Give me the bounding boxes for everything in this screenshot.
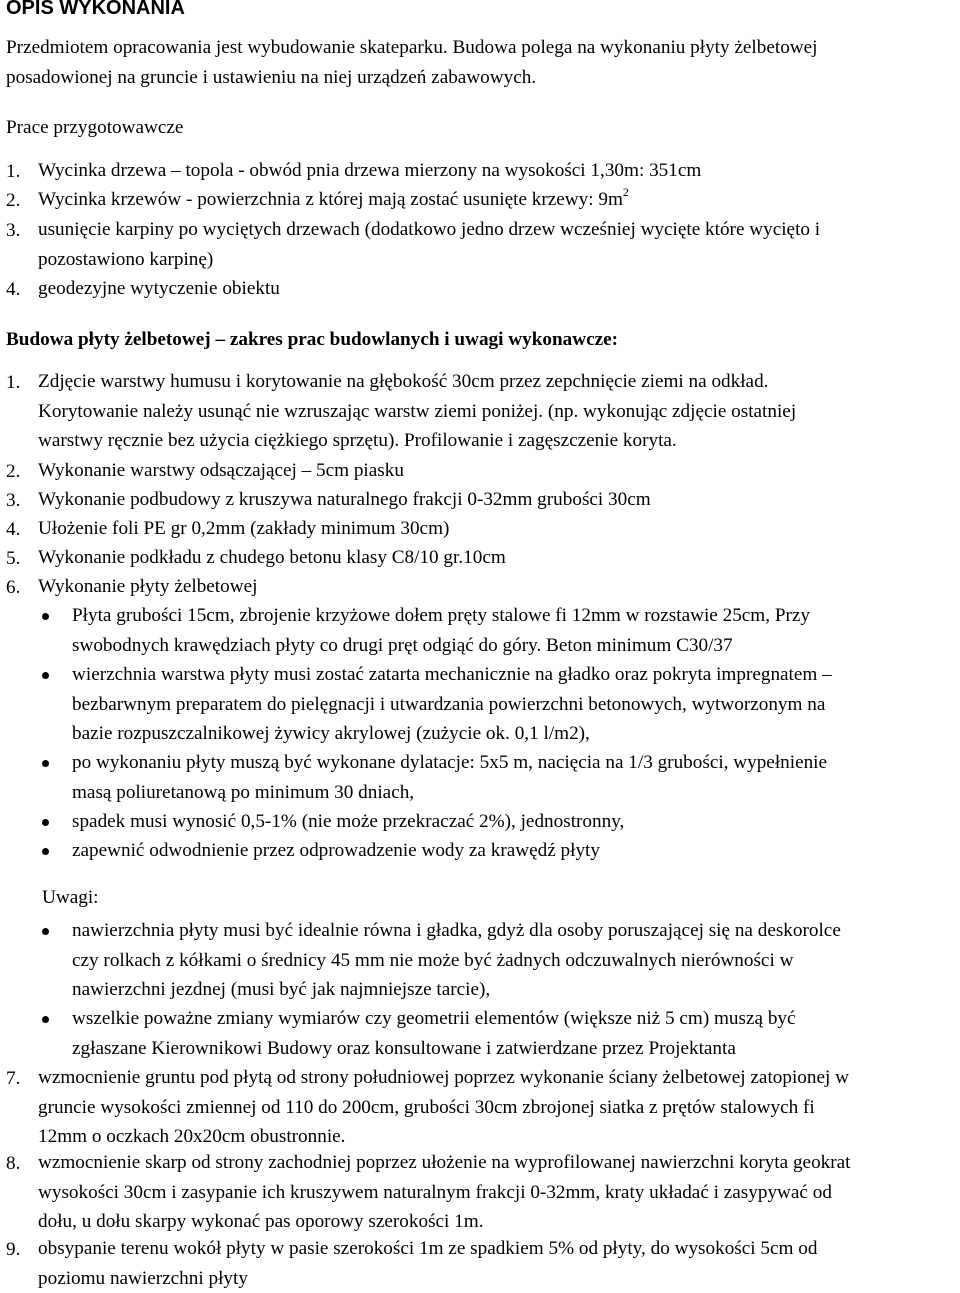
bullet-item xyxy=(72,601,956,660)
list-item: Wykonanie płyty żelbetowej xyxy=(38,572,956,602)
list-item-line: warstwy ręcznie bez użycia ciężkiego sprzętu). Profilowanie i zagęszczenie koryta. xyxy=(38,426,956,456)
list-item: Ułożenie foli PE gr 0,2mm (zakłady minimum 30cm) xyxy=(38,514,956,544)
bullet-line: czy rolkach z kółkami o średnicy 45 mm nie może być żadnych odczuwalnych nierówności w xyxy=(72,946,956,976)
list-number: 3. xyxy=(6,490,36,512)
superscript: 2 xyxy=(623,185,629,199)
bullet-line: bezbarwnym preparatem do pielęgnacji i utwardzania powierzchni betonowych, wytworzonym na xyxy=(72,690,956,720)
list-number: 5. xyxy=(6,548,36,570)
bullet-dot-icon xyxy=(42,819,49,826)
list-item xyxy=(38,185,956,215)
bullet-line: masą poliuretanową po minimum 30 dniach, xyxy=(72,778,956,808)
intro-paragraph xyxy=(6,33,818,92)
list-number: 7. xyxy=(6,1068,36,1090)
bullet-dot-icon xyxy=(42,928,49,935)
list-number: 8. xyxy=(6,1153,36,1175)
list-number: 1. xyxy=(6,161,36,183)
list-number: 4. xyxy=(6,519,36,541)
bullet-line: bazie rozpuszczalnikowej żywicy akrylowej (zużycie ok. 0,1 l/m2), xyxy=(72,719,956,749)
list-item-line: gruncie wysokości zmiennej od 110 do 200cm, grubości 30cm zbrojonej siatka z prętów stalowych fi xyxy=(38,1093,956,1123)
list-item: Wykonanie warstwy odsączającej – 5cm piasku xyxy=(38,456,956,486)
construction-heading: Budowa płyty żelbetowej – zakres prac budowlanych i uwagi wykonawcze: xyxy=(6,329,618,351)
list-item xyxy=(38,1148,956,1237)
list-item-line: obsypanie terenu wokół płyty w pasie szerokości 1m ze spadkiem 5% od płyty, do wysokości 5cm od xyxy=(38,1234,956,1264)
list-item-line: Korytowanie należy usunąć nie wzruszając warstw ziemi poniżej. (np. wykonując zdjęcie ostatniej xyxy=(38,397,956,427)
list-item-line: dołu, u dołu skarpy wykonać pas oporowy szerokości 1m. xyxy=(38,1207,956,1237)
bullet-item: zapewnić odwodnienie przez odprowadzenie wody za krawędź płyty xyxy=(72,836,956,866)
list-item xyxy=(38,367,956,456)
list-item-line: usunięcie karpiny po wyciętych drzewach (dodatkowo jedno drzew wcześniej wycięte które wycięto i xyxy=(38,215,956,245)
list-item xyxy=(38,215,956,274)
bullet-line: nawierzchni jezdnej (musi być jak najmniejsze tarcie), xyxy=(72,975,956,1005)
list-number: 1. xyxy=(6,372,36,394)
list-item-line: poziomu nawierzchni płyty xyxy=(38,1264,956,1293)
list-item-line: wzmocnienie gruntu pod płytą od strony południowej poprzez wykonanie ściany żelbetowej zatopionej w xyxy=(38,1063,956,1093)
list-item-line: pozostawiono karpinę) xyxy=(38,245,956,275)
list-item-text: Wycinka krzewów - powierzchnia z której mają zostać usunięte krzewy: 9m xyxy=(38,189,623,210)
list-item-line: Zdjęcie warstwy humusu i korytowanie na głębokość 30cm przez zepchnięcie ziemi na odkład. xyxy=(38,367,956,397)
list-number: 6. xyxy=(6,577,36,599)
bullet-dot-icon xyxy=(42,613,49,620)
document-title: OPIS WYKONANIA xyxy=(6,0,185,20)
bullet-dot-icon xyxy=(42,672,49,679)
bullet-line: po wykonaniu płyty muszą być wykonane dylatacje: 5x5 m, nacięcia na 1/3 grubości, wypełnienie xyxy=(72,748,956,778)
list-item: Wykonanie podkładu z chudego betonu klasy C8/10 gr.10cm xyxy=(38,543,956,573)
bullet-line: Płyta grubości 15cm, zbrojenie krzyżowe dołem pręty stalowe fi 12mm w rozstawie 25cm, Przy xyxy=(72,601,956,631)
bullet-item xyxy=(72,660,956,749)
bullet-line: wierzchnia warstwa płyty musi zostać zatarta mechanicznie na gładko oraz pokryta impregnatem – xyxy=(72,660,956,690)
bullet-item xyxy=(72,748,956,807)
list-item xyxy=(38,1063,956,1152)
bullet-dot-icon xyxy=(42,848,49,855)
list-item-line: wzmocnienie skarp od strony zachodniej poprzez ułożenie na wyprofilowanej nawierzchni koryta geokrat xyxy=(38,1148,956,1178)
bullet-line: zgłaszane Kierownikowi Budowy oraz konsultowane i zatwierdzane przez Projektanta xyxy=(72,1034,956,1064)
list-item: geodezyjne wytyczenie obiektu xyxy=(38,274,956,304)
notes-label: Uwagi: xyxy=(42,887,99,909)
list-item xyxy=(38,1234,956,1293)
bullet-item: spadek musi wynosić 0,5-1% (nie może przekraczać 2%), jednostronny, xyxy=(72,807,956,837)
list-item: Wycinka drzewa – topola - obwód pnia drzewa mierzony na wysokości 1,30m: 351cm xyxy=(38,156,956,186)
list-item: Wykonanie podbudowy z kruszywa naturalnego frakcji 0-32mm grubości 30cm xyxy=(38,485,956,515)
bullet-line: nawierzchnia płyty musi być idealnie równa i gładka, gdyż dla osoby poruszającej się na deskorolce xyxy=(72,916,956,946)
intro-line: posadowionej na gruncie i ustawieniu na niej urządzeń zabawowych. xyxy=(6,63,818,93)
bullet-dot-icon xyxy=(42,1016,49,1023)
bullet-line: wszelkie poważne zmiany wymiarów czy geometrii elementów (większe niż 5 cm) muszą być xyxy=(72,1004,956,1034)
list-number: 2. xyxy=(6,461,36,483)
list-number: 4. xyxy=(6,279,36,301)
prep-heading: Prace przygotowawcze xyxy=(6,117,183,139)
list-number: 2. xyxy=(6,190,36,212)
bullet-line: swobodnych krawędziach płyty co drugi pręt odgiąć do góry. Beton minimum C30/37 xyxy=(72,631,956,661)
bullet-item xyxy=(72,1004,956,1063)
list-item-line: 12mm o oczkach 20x20cm obustronnie. xyxy=(38,1122,956,1152)
bullet-dot-icon xyxy=(42,760,49,767)
list-item-line: wysokości 30cm i zasypanie ich kruszywem naturalnym frakcji 0-32mm, kraty układać i zasypywać od xyxy=(38,1178,956,1208)
intro-line: Przedmiotem opracowania jest wybudowanie skateparku. Budowa polega na wykonaniu płyty żelbetowej xyxy=(6,33,818,63)
list-number: 3. xyxy=(6,220,36,242)
list-number: 9. xyxy=(6,1239,36,1261)
bullet-item xyxy=(72,916,956,1005)
